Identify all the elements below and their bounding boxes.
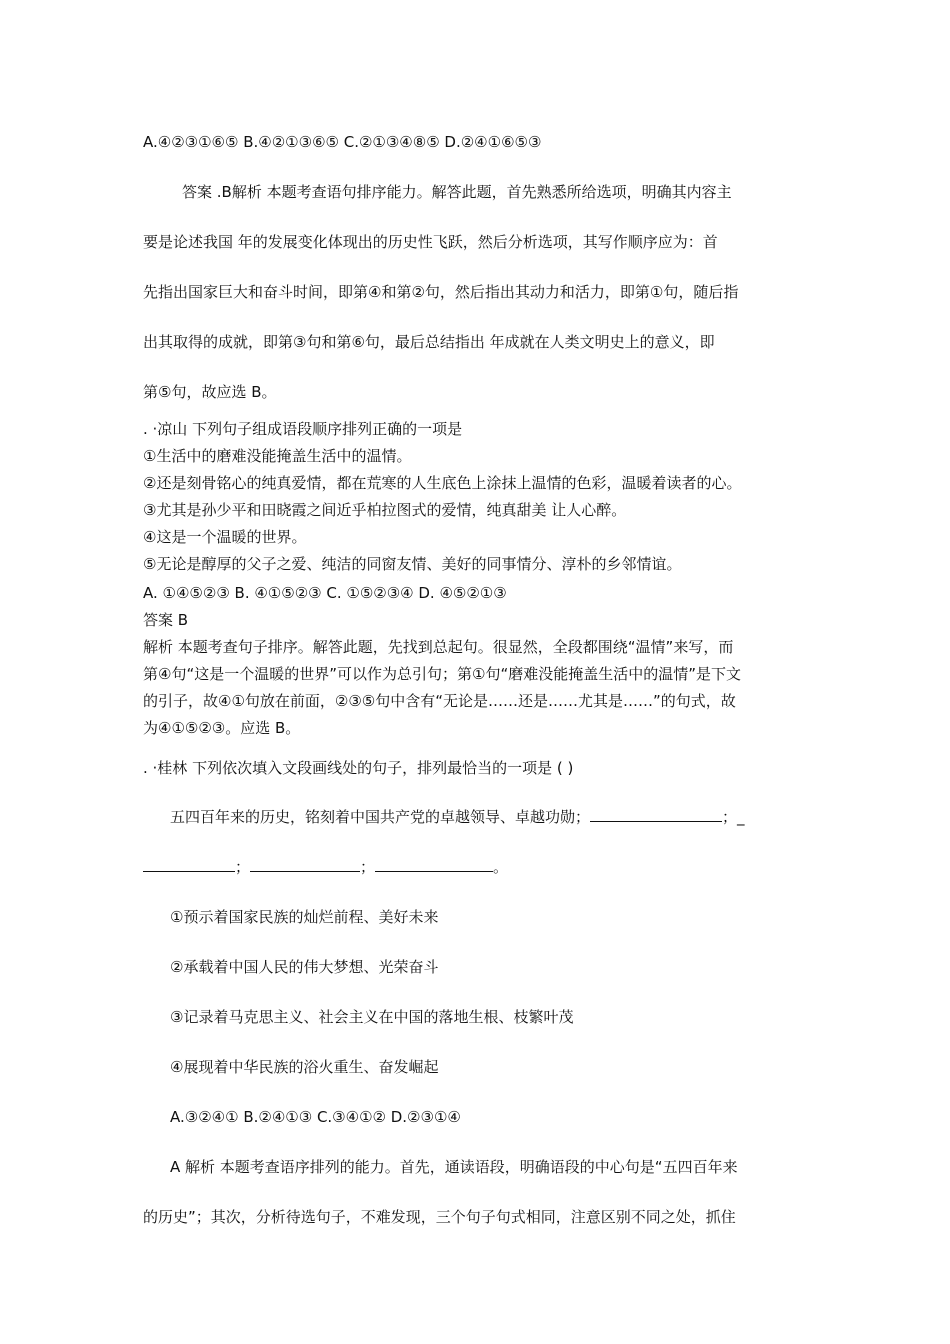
question-heading: . ·桂林 下列依次填入文段画线处的句子，排列最恰当的一项是 ( ) (143, 759, 574, 777)
options-line: A.④②③①⑥⑤ B.④②①③⑥⑤ C.②①③④⑧⑤ D.②④①⑥⑤③ (143, 133, 542, 151)
passage-line (170, 807, 745, 827)
sentence-item: ②还是刻骨铭心的纯真爱情，都在荒寒的人生底色上涂抹上温情的色彩，温暖着读者的心。 (143, 474, 742, 492)
blank-separator: ； (722, 808, 738, 826)
options-line: A.③②④① B.②④①③ C.③④①② D.②③①④ (170, 1108, 461, 1126)
answer-label: 答案 B (143, 611, 189, 629)
fill-blank (590, 807, 722, 822)
explanation-line: 解析 本题考查句子排序。解答此题，先找到总起句。很显然，全段都围绕“温情”来写，而 (143, 638, 734, 656)
sentence-item: ④这是一个温暖的世界。 (143, 528, 307, 546)
answer-paragraph-line: 先指出国家巨大和奋斗时间，即第④和第②句，然后指出其动力和活力，即第①句，随后指 (143, 283, 739, 301)
option-sentence: ②承载着中国人民的伟大梦想、光荣奋斗 (170, 958, 439, 976)
explanation-line: 的引子，故④①句放在前面，②③⑤句中含有“无论是……还是……尤其是……”的句式，故 (143, 692, 736, 710)
sentence-item: ③尤其是孙少平和田晓霞之间近乎柏拉图式的爱情，纯真甜美 让人心醉。 (143, 501, 627, 519)
answer-paragraph-line: 答案 .B解析 本题考查语句排序能力。解答此题，首先熟悉所给选项，明确其内容主 (182, 183, 732, 201)
answer-paragraph-line: 出其取得的成就，即第③句和第⑥句，最后总结指出 年成就在人类文明史上的意义，即 (143, 333, 715, 351)
answer-paragraph-line: 要是论述我国 年的发展变化体现出的历史性飞跃，然后分析选项，其写作顺序应为：首 (143, 233, 718, 251)
options-line: A. ①④⑤②③ B. ④①⑤②③ C. ①⑤②③④ D. ④⑤②①③ (143, 584, 507, 602)
passage-line (143, 857, 508, 877)
explanation-line: 为④①⑤②③。应选 B。 (143, 719, 301, 737)
option-sentence: ③记录着马克思主义、社会主义在中国的落地生根、枝繁叶茂 (170, 1008, 574, 1026)
fill-blank (375, 857, 493, 872)
question-heading: . ·凉山 下列句子组成语段顺序排列正确的一项是 (143, 420, 463, 438)
option-sentence: ①预示着国家民族的灿烂前程、美好未来 (170, 908, 439, 926)
answer-paragraph-line: 第⑤句，故应选 B。 (143, 383, 277, 401)
blank-separator: ； (360, 858, 376, 876)
blank-separator: ； (235, 858, 251, 876)
explanation-line: A 解析 本题考查语序排列的能力。首先，通读语段，明确语段的中心句是“五四百年来 (170, 1158, 738, 1176)
passage-end: 。 (493, 858, 509, 876)
fill-blank (143, 857, 235, 872)
explanation-line: 第④句“这是一个温暖的世界”可以作为总引句；第①句“磨难没能掩盖生活中的温情”是下文 (143, 665, 741, 683)
option-sentence: ④展现着中华民族的浴火重生、奋发崛起 (170, 1058, 439, 1076)
fill-blank (250, 857, 360, 872)
explanation-line: 的历史”；其次，分析待选句子，不难发现，三个句子句式相同，注意区别不同之处，抓住 (143, 1208, 736, 1226)
blank-separator: _ (737, 808, 745, 826)
passage-text: 五四百年来的历史，铭刻着中国共产党的卓越领导、卓越功勋； (170, 808, 591, 826)
sentence-item: ①生活中的磨难没能掩盖生活中的温情。 (143, 447, 412, 465)
sentence-item: ⑤无论是醇厚的父子之爱、纯洁的同窗友情、美好的同事情分、淳朴的乡邻情谊。 (143, 555, 682, 573)
